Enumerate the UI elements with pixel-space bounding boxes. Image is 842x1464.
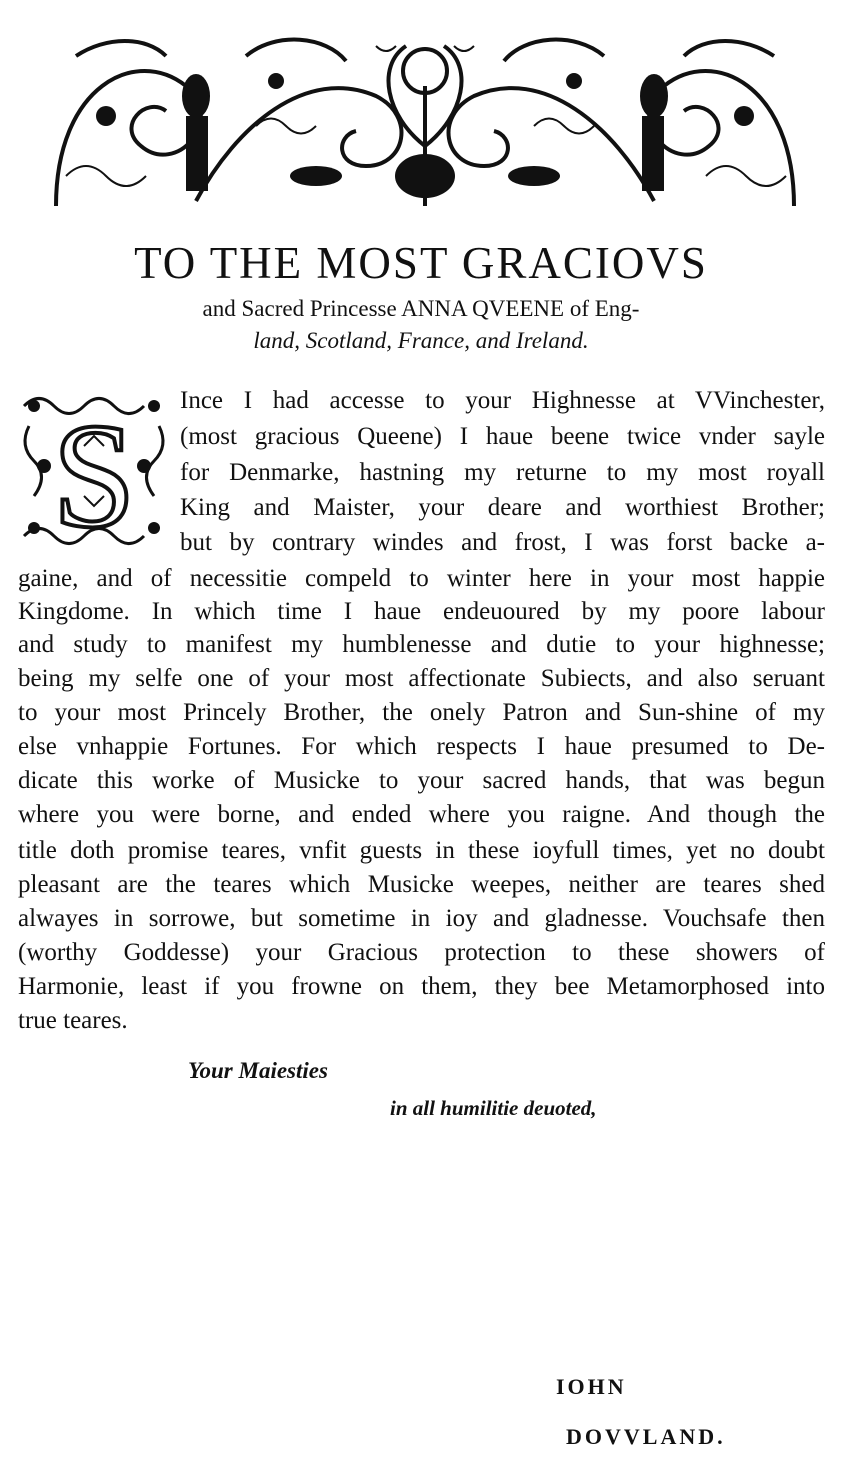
closing-line-2: in all humilitie deuoted, xyxy=(390,1096,597,1120)
svg-text:S: S xyxy=(52,393,136,548)
page-title: TO THE MOST GRACIOVS xyxy=(134,238,708,288)
dedication-subtitle-line-1: and Sacred Princesse ANNA QVEENE of Eng- xyxy=(202,296,640,321)
decorated-initial-s xyxy=(14,386,174,548)
headpiece-ornament-icon xyxy=(46,26,804,214)
body-line: and study to manifest my humblenesse and dutie to your highnesse; xyxy=(18,631,825,658)
body-line: Harmonie, least if you frowne on them, they bee Metamorphosed into xyxy=(18,973,825,1000)
body-line: else vnhappie Fortunes. For which respects I haue presumed to De- xyxy=(18,733,825,760)
signature-surname: DOVVLAND. xyxy=(566,1424,726,1449)
body-line: where you were borne, and ended where you raigne. And though the xyxy=(18,801,825,828)
closing-line-1: Your Maiesties xyxy=(188,1058,328,1083)
body-line: true teares. xyxy=(18,1007,128,1034)
body-line: gaine, and of necessitie compeld to winter here in your most happie xyxy=(18,565,825,592)
body-line: King and Maister, your deare and worthiest Brother; xyxy=(180,494,825,521)
dedication-subtitle-line-2: land, Scotland, France, and Ireland. xyxy=(253,328,589,353)
ornamental-headpiece xyxy=(46,26,804,214)
body-line: for Denmarke, hastning my returne to my most royall xyxy=(180,459,825,486)
signature-first-name: IOHN xyxy=(556,1374,627,1399)
body-line: Kingdome. In which time I haue endeuoured by my poore labour xyxy=(18,598,825,625)
body-line: dicate this worke of Musicke to your sacred hands, that was begun xyxy=(18,767,825,794)
body-line: (most gracious Queene) I haue beene twice vnder sayle xyxy=(180,423,825,450)
body-line: but by contrary windes and frost, I was forst backe a- xyxy=(180,529,825,556)
body-line: (worthy Goddesse) your Gracious protection to these showers of xyxy=(18,939,825,966)
floral-initial-icon xyxy=(14,386,174,548)
body-line: being my selfe one of your most affectionate Subiects, and also seruant xyxy=(18,665,825,692)
body-line: Ince I had accesse to your Highnesse at VVinchester, xyxy=(180,387,825,414)
body-line: title doth promise teares, vnfit guests in these ioyfull times, yet no doubt xyxy=(18,837,825,864)
body-line: alwayes in sorrowe, but sometime in ioy and gladnesse. Vouchsafe then xyxy=(18,905,825,932)
body-line: pleasant are the teares which Musicke weepes, neither are teares shed xyxy=(18,871,825,898)
body-line: to your most Princely Brother, the onely Patron and Sun-shine of my xyxy=(18,699,825,726)
